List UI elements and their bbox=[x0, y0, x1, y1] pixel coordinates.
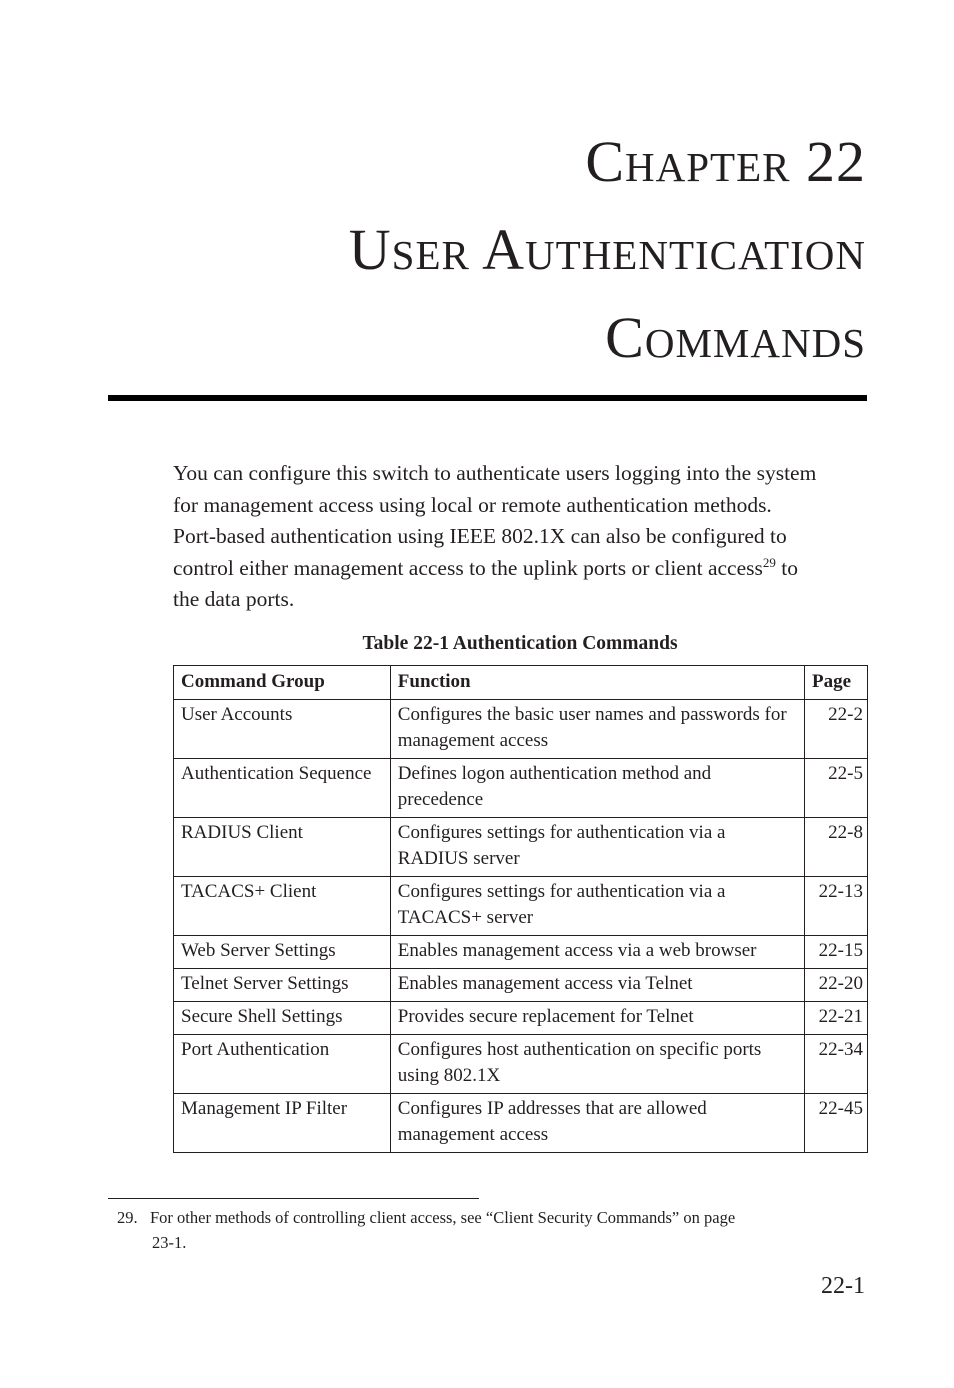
table-row bbox=[174, 877, 868, 936]
chapter-title-line: Commands bbox=[605, 305, 866, 370]
chapter-number: Chapter 22 bbox=[585, 129, 866, 194]
command-group-cell: Secure Shell Settings bbox=[174, 1002, 391, 1035]
page-cell: 22-45 bbox=[805, 1094, 868, 1153]
function-cell: Configures settings for authentication via a TACACS+ server bbox=[390, 877, 804, 936]
command-group-cell: TACACS+ Client bbox=[174, 877, 391, 936]
page-cell: 22-2 bbox=[805, 700, 868, 759]
table-caption: Table 22-1 Authentication Commands bbox=[362, 633, 678, 654]
title-rule bbox=[108, 395, 867, 401]
authentication-commands-table bbox=[173, 665, 868, 1153]
intro-text: to bbox=[775, 555, 798, 580]
table-row bbox=[174, 936, 868, 969]
command-group-cell: Management IP Filter bbox=[174, 1094, 391, 1153]
intro-line: for management access using local or remote authentication methods. bbox=[173, 492, 772, 517]
command-group-cell: Telnet Server Settings bbox=[174, 969, 391, 1002]
function-cell: Configures the basic user names and passwords for management access bbox=[390, 700, 804, 759]
command-group-cell: Authentication Sequence bbox=[174, 759, 391, 818]
page-cell: 22-34 bbox=[805, 1035, 868, 1094]
function-cell: Provides secure replacement for Telnet bbox=[390, 1002, 804, 1035]
function-cell: Enables management access via Telnet bbox=[390, 969, 804, 1002]
table-row bbox=[174, 1035, 868, 1094]
function-cell: Configures host authentication on specific ports using 802.1X bbox=[390, 1035, 804, 1094]
intro-paragraph bbox=[173, 458, 873, 616]
function-cell: Configures IP addresses that are allowed management access bbox=[390, 1094, 804, 1153]
table-row bbox=[174, 1002, 868, 1035]
intro-line: Port-based authentication using IEEE 802.1X can also be configured to bbox=[173, 524, 787, 548]
command-group-cell: User Accounts bbox=[174, 700, 391, 759]
table-row bbox=[174, 1094, 868, 1153]
header-command-group: Command Group bbox=[174, 666, 391, 700]
intro-line: the data ports. bbox=[173, 587, 295, 611]
header-page: Page bbox=[805, 666, 868, 700]
footnote-text: 23-1. bbox=[152, 1233, 187, 1252]
page-cell: 22-15 bbox=[805, 936, 868, 969]
page-cell: 22-8 bbox=[805, 818, 868, 877]
table-header-row bbox=[174, 666, 868, 700]
command-group-cell: RADIUS Client bbox=[174, 818, 391, 877]
header-function: Function bbox=[390, 666, 804, 700]
table-row bbox=[174, 700, 868, 759]
page-number: 22-1 bbox=[821, 1273, 865, 1299]
function-cell: Enables management access via a web browser bbox=[390, 936, 804, 969]
footnote-number: 29. bbox=[117, 1208, 138, 1227]
function-cell: Defines logon authentication method and precedence bbox=[390, 759, 804, 818]
page-cell: 22-21 bbox=[805, 1002, 868, 1035]
command-group-cell: Web Server Settings bbox=[174, 936, 391, 969]
footnote-rule bbox=[108, 1198, 479, 1199]
page-cell: 22-20 bbox=[805, 969, 868, 1002]
footnote-text: For other methods of controlling client access, see “Client Security Commands” on page bbox=[150, 1208, 736, 1227]
table-row bbox=[174, 818, 868, 877]
table-row bbox=[174, 759, 868, 818]
footnote-reference[interactable]: 29 bbox=[762, 554, 776, 570]
chapter-title bbox=[349, 118, 866, 382]
intro-line: You can configure this switch to authenticate users logging into the system bbox=[173, 461, 817, 485]
intro-line bbox=[173, 553, 873, 585]
function-cell: Configures settings for authentication via a RADIUS server bbox=[390, 818, 804, 877]
chapter-title-line: User Authentication bbox=[348, 217, 866, 282]
intro-text: control either management access to the uplink ports or client access bbox=[173, 555, 763, 580]
page-cell: 22-5 bbox=[805, 759, 868, 818]
page-cell: 22-13 bbox=[805, 877, 868, 936]
command-group-cell: Port Authentication bbox=[174, 1035, 391, 1094]
table-row bbox=[174, 969, 868, 1002]
footnote bbox=[117, 1205, 837, 1255]
